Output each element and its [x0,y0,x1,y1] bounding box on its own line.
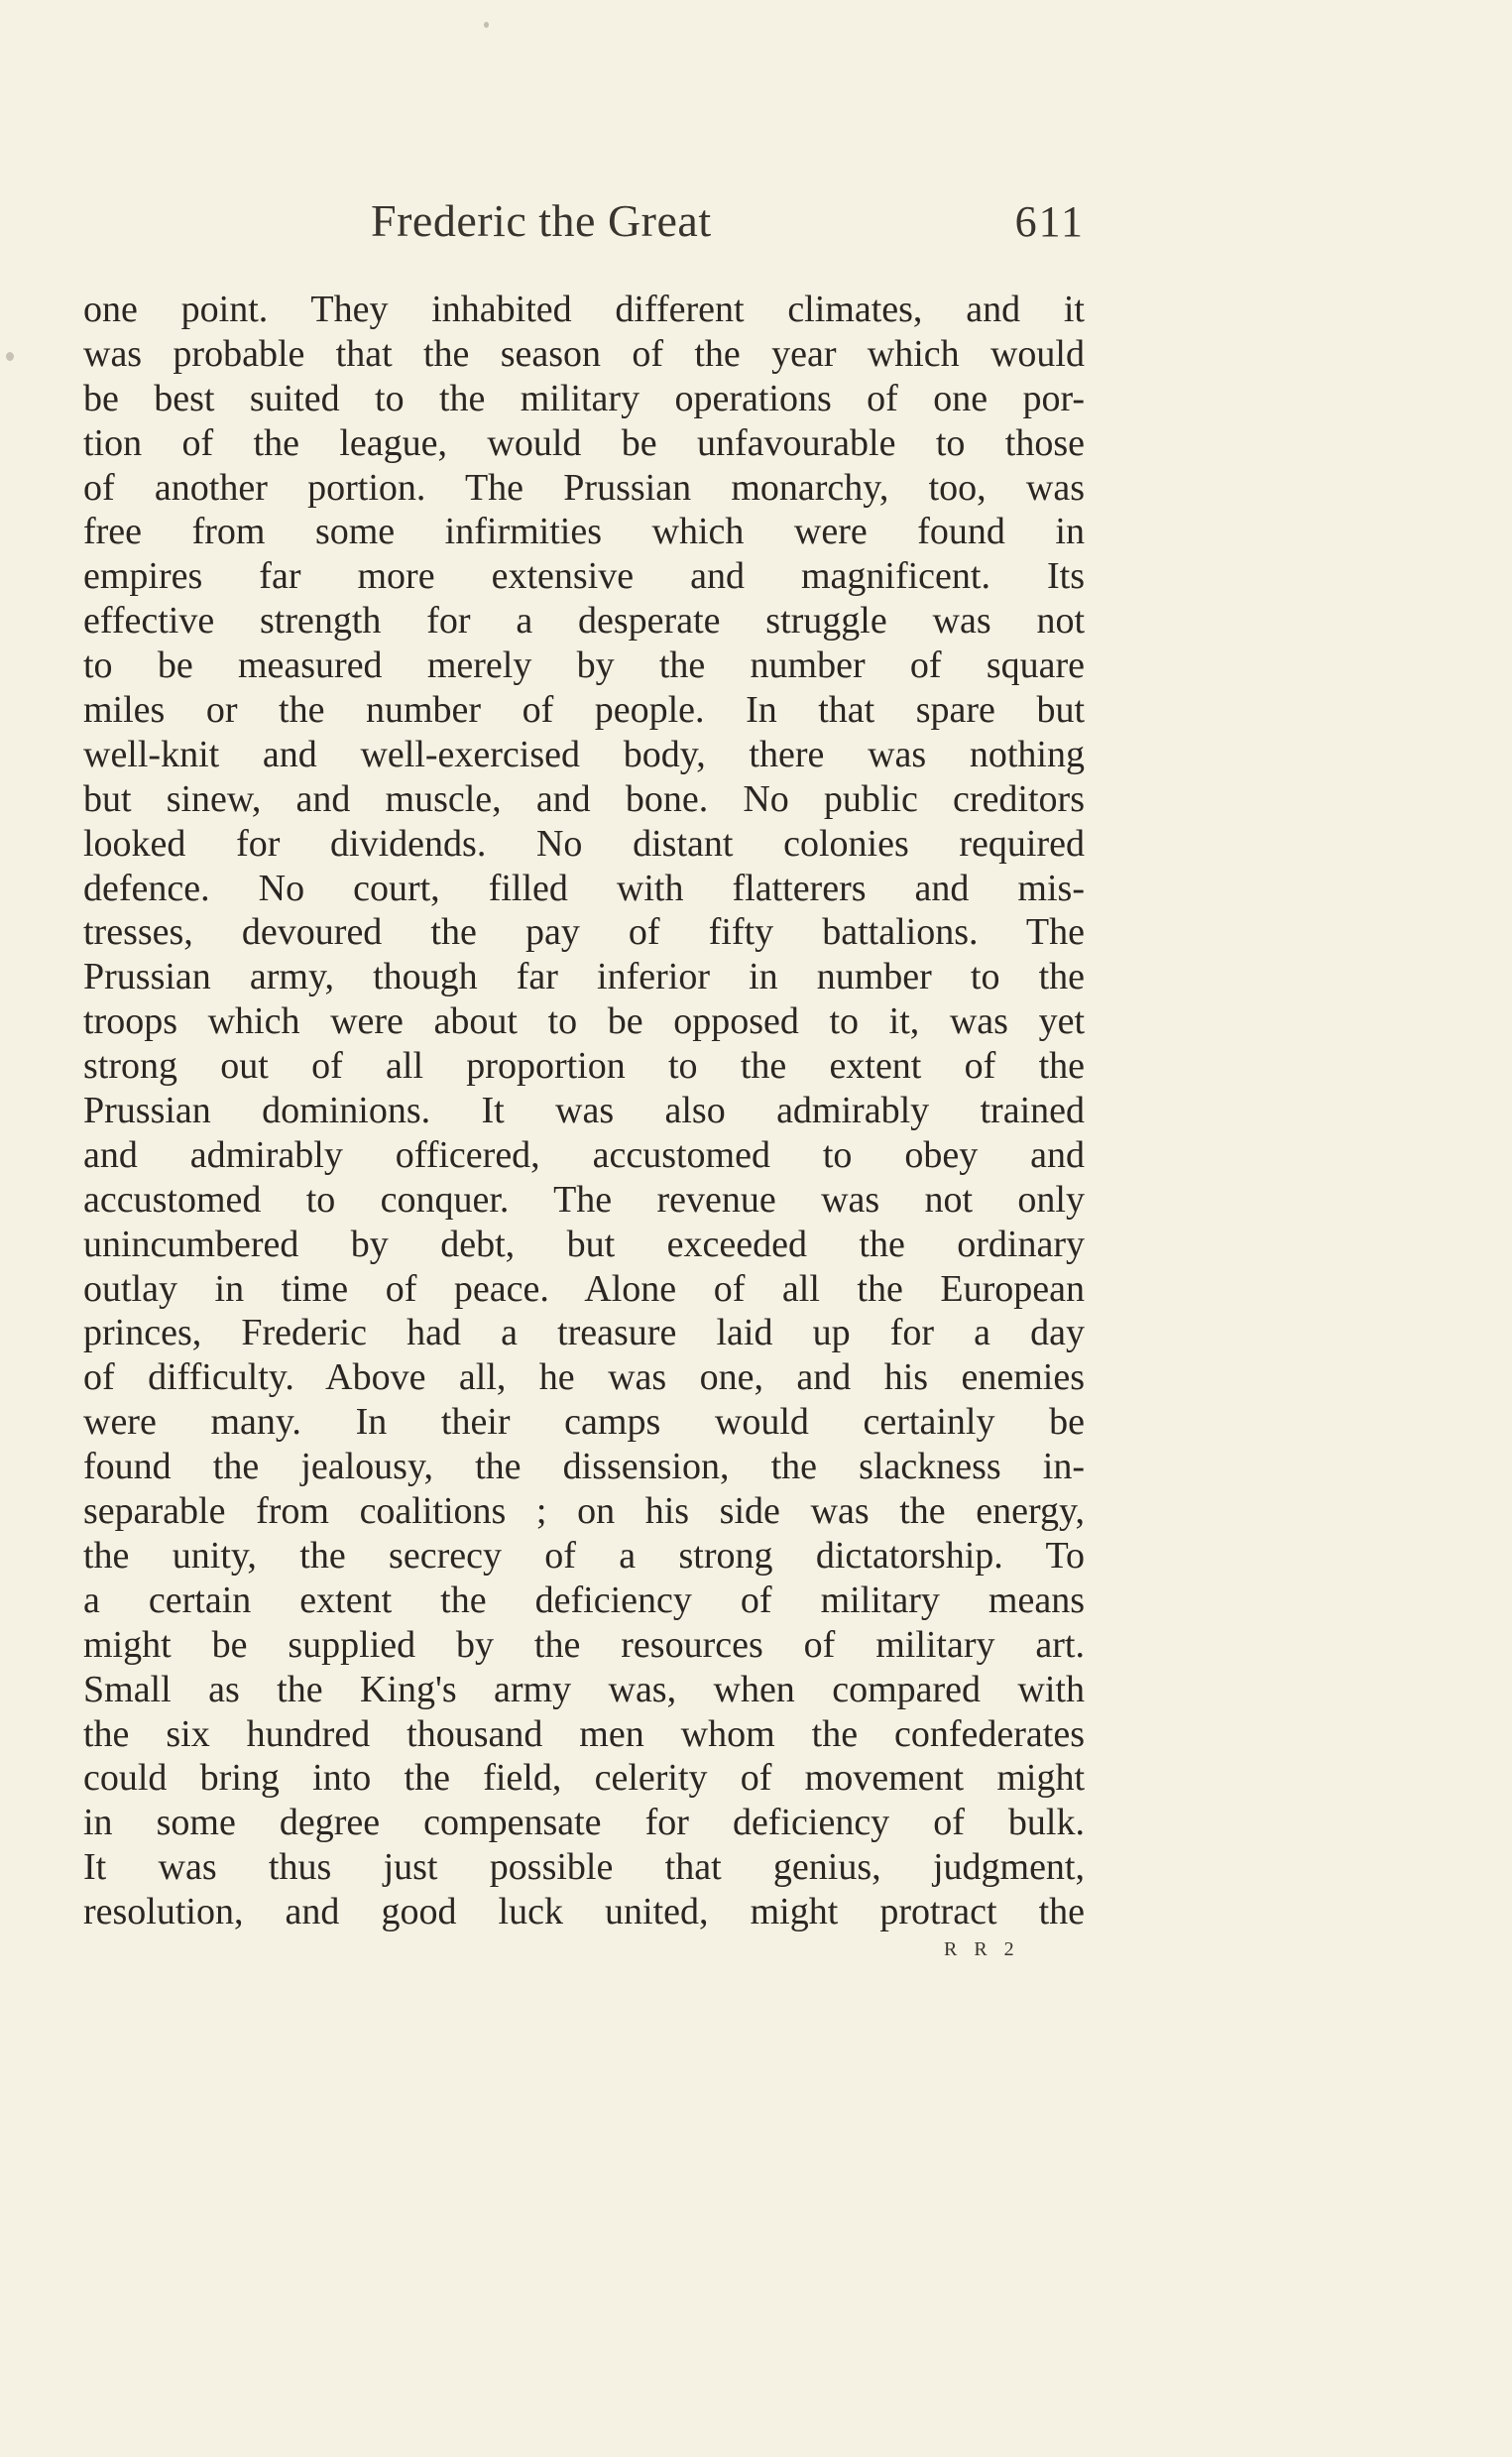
text-line: defence. No court, filled with flatterers and mis- [83,867,1085,909]
text-line: miles or the number of people. In that spare but [83,689,1085,732]
text-line: strong out of all proportion to the extent of the [83,1045,1085,1088]
text-line: of difficulty. Above all, he was one, and his enemies [83,1356,1085,1399]
text-line: resolution, and good luck united, might protract the [83,1891,1085,1933]
text-line: Prussian army, though far inferior in number to the [83,956,1085,998]
text-line: looked for dividends. No distant colonies required [83,822,1085,865]
text-line: accustomed to conquer. The revenue was not only [83,1178,1085,1221]
text-line: found the jealousy, the dissension, the slackness in- [83,1446,1085,1488]
text-line: outlay in time of peace. Alone of all the European [83,1267,1085,1310]
text-line: the six hundred thousand men whom the confederates [83,1712,1085,1755]
text-line: a certain extent the deficiency of military means [83,1579,1085,1621]
text-line: were many. In their camps would certainly be [83,1401,1085,1444]
text-line: and admirably officered, accustomed to obey and [83,1133,1085,1176]
text-line: free from some infirmities which were found in [83,511,1085,553]
text-line: one point. They inhabited different climates, and it [83,289,1085,330]
text-line: the unity, the secrecy of a strong dictatorship. To [83,1534,1085,1577]
text-line: empires far more extensive and magnificent. Its [83,555,1085,598]
text-line: tion of the league, would be unfavourable to those [83,421,1085,464]
running-title: Frederic the Great [371,195,712,246]
text-line: might be supplied by the resources of military art. [83,1623,1085,1666]
page-header [83,194,1085,254]
text-line: of another portion. The Prussian monarchy, too, was [83,466,1085,509]
text-line: was probable that the season of the year which would [83,332,1085,375]
text-line: but sinew, and muscle, and bone. No public creditors [83,777,1085,820]
margin-speck [6,352,14,361]
signature-mark: R R 2 [944,1938,1020,1960]
text-line: princes, Frederic had a treasure laid up for a day [83,1312,1085,1354]
top-speck [484,22,489,28]
body-text [83,288,1085,1934]
page-number: 611 [1014,197,1085,246]
text-line: Small as the King's army was, when compared with [83,1668,1085,1710]
text-line: well-knit and well-exercised body, there was nothing [83,733,1085,775]
text-line: effective strength for a desperate struggle was not [83,600,1085,643]
text-line: It was thus just possible that genius, judgment, [83,1846,1085,1889]
text-line: be best suited to the military operations of one por- [83,377,1085,419]
text-line: separable from coalitions ; on his side was the energy, [83,1490,1085,1533]
text-line: to be measured merely by the number of square [83,644,1085,687]
text-line: tresses, devoured the pay of fifty battalions. The [83,911,1085,954]
text-line: in some degree compensate for deficiency of bulk. [83,1802,1085,1844]
text-line: unincumbered by debt, but exceeded the ordinary [83,1223,1085,1265]
text-line: troops which were about to be opposed to it, was yet [83,1000,1085,1043]
text-line: could bring into the field, celerity of movement might [83,1757,1085,1800]
text-line: Prussian dominions. It was also admirably trained [83,1090,1085,1132]
